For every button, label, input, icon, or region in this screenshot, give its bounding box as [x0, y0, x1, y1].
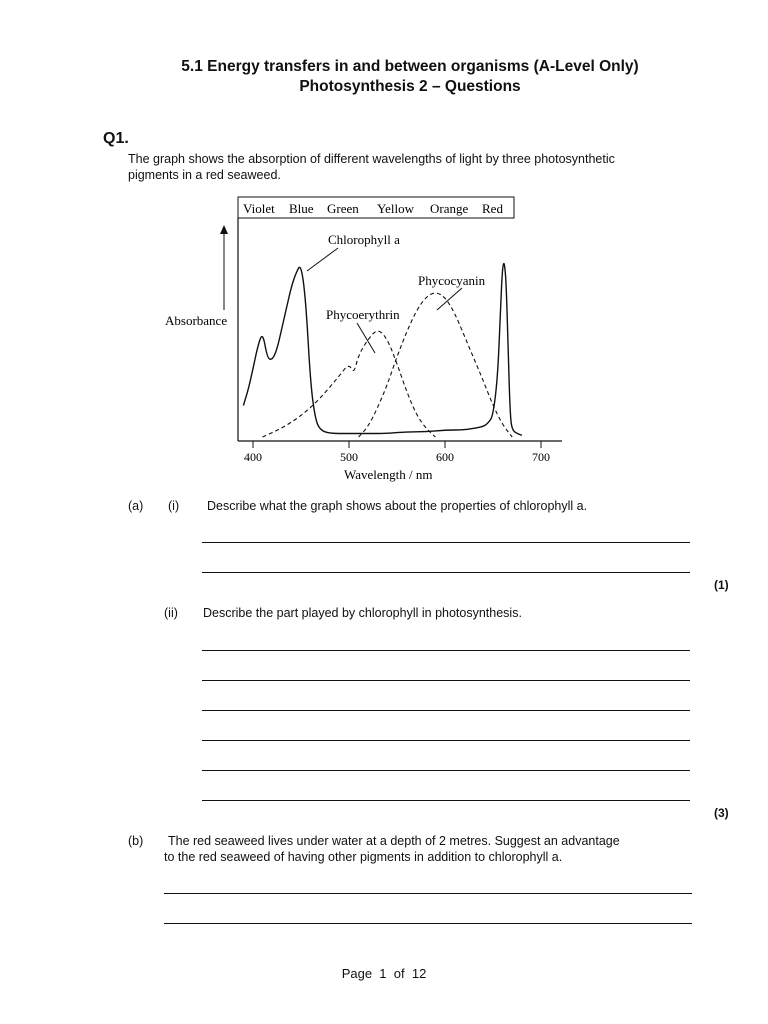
- answer-line[interactable]: [202, 680, 690, 681]
- leader-line-phycocyanin: [437, 288, 462, 310]
- series-label-chlorophyll-a: Chlorophyll a: [328, 232, 400, 247]
- x-tick-label: 700: [532, 450, 550, 464]
- answer-line[interactable]: [202, 770, 690, 771]
- part-a-i-question: Describe what the graph shows about the properties of chlorophyll a.: [207, 499, 588, 513]
- series-line-phycocyanin: [359, 293, 513, 437]
- answer-line[interactable]: [202, 800, 690, 801]
- marks-a-ii: (3): [714, 806, 729, 820]
- color-band-label: Orange: [430, 201, 469, 216]
- x-axis-label: Wavelength / nm: [344, 467, 433, 482]
- worksheet-subtitle: Photosynthesis 2 – Questions: [299, 78, 521, 95]
- absorbance-arrow-head: [220, 225, 228, 234]
- part-a-label: (a): [128, 499, 144, 513]
- worksheet-title: 5.1 Energy transfers in and between organisms (A-Level Only): [181, 58, 639, 75]
- series-line-chlorophyll-a: [243, 264, 521, 436]
- question-intro: [128, 151, 708, 183]
- part-b-question-line-2: to the red seaweed of having other pigments in addition to chlorophyll a.: [164, 850, 563, 864]
- part-b-question-line-1: The red seaweed lives under water at a depth of 2 metres. Suggest an advantage: [168, 834, 620, 848]
- answer-line[interactable]: [202, 542, 690, 543]
- x-tick-label: 600: [436, 450, 454, 464]
- leader-line-phycoerythrin: [357, 323, 375, 353]
- part-a-ii-label: (ii): [164, 606, 178, 620]
- leader-line-chlorophyll-a: [307, 248, 338, 271]
- question-label: Q1.: [103, 130, 129, 147]
- x-tick-label: 400: [244, 450, 262, 464]
- series-label-phycoerythrin: Phycoerythrin: [326, 307, 400, 322]
- color-band-label: Violet: [243, 201, 275, 216]
- page-footer: [0, 966, 768, 981]
- part-a-i-label: (i): [168, 499, 180, 513]
- color-band-box: [238, 197, 514, 218]
- color-band-label: Blue: [289, 201, 314, 216]
- answer-line[interactable]: [202, 740, 690, 741]
- answer-line[interactable]: [164, 893, 692, 894]
- y-axis-label: Absorbance: [165, 313, 228, 328]
- part-b-label: (b): [128, 834, 144, 848]
- page-of-label: of: [393, 966, 405, 981]
- series-label-phycocyanin: Phycocyanin: [418, 273, 486, 288]
- page-label: Page: [341, 966, 373, 981]
- color-band-label: Yellow: [377, 201, 414, 216]
- question-intro-line-1: The graph shows the absorption of different wavelengths of light by three photosynthetic: [128, 152, 615, 166]
- series-line-phycoerythrin: [263, 331, 436, 437]
- color-band-label: Green: [327, 201, 359, 216]
- answer-line[interactable]: [164, 923, 692, 924]
- x-tick-label: 500: [340, 450, 358, 464]
- part-a-ii-question: Describe the part played by chlorophyll in photosynthesis.: [203, 606, 522, 620]
- answer-line[interactable]: [202, 650, 690, 651]
- answer-line[interactable]: [202, 572, 690, 573]
- question-intro-line-2: pigments in a red seaweed.: [128, 168, 281, 182]
- answer-line[interactable]: [202, 710, 690, 711]
- color-band-label: Red: [482, 201, 503, 216]
- page-number: 1: [379, 966, 387, 981]
- page-total: 12: [411, 966, 427, 981]
- marks-a-i: (1): [714, 578, 729, 592]
